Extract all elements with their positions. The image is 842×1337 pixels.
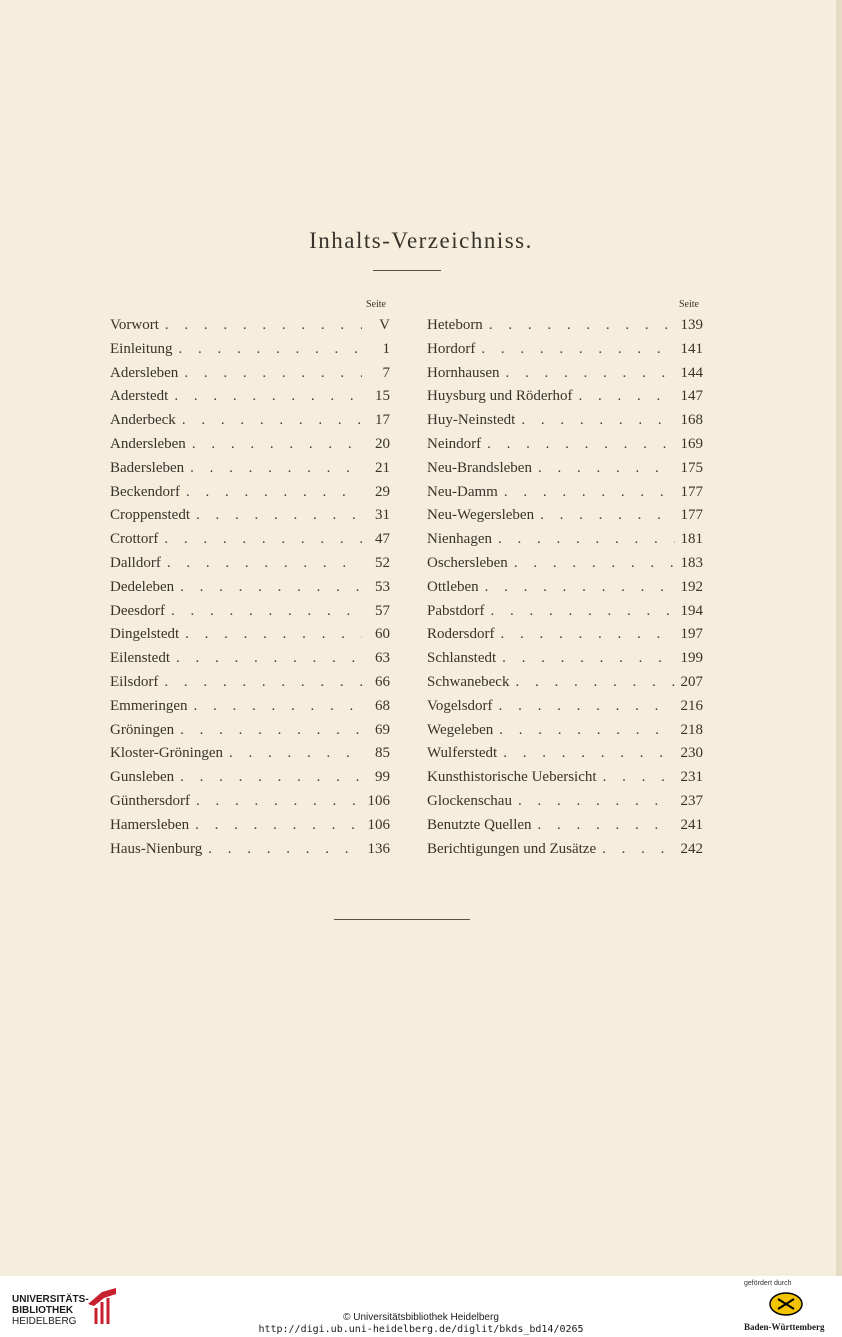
toc-entry-page: 175 xyxy=(680,459,703,476)
dot-leader xyxy=(192,433,362,457)
toc-entry-title: Hornhausen xyxy=(427,364,500,381)
dot-leader xyxy=(501,623,675,647)
dot-leader xyxy=(485,576,675,600)
footer-bar xyxy=(0,1276,842,1337)
toc-entry xyxy=(110,766,390,790)
toc-entry-page: 20 xyxy=(375,435,390,452)
dot-leader xyxy=(579,385,675,409)
toc-entry-title: Glockenschau xyxy=(427,792,512,809)
toc-entry-page: 139 xyxy=(680,317,703,333)
toc-entry-page: 136 xyxy=(367,840,390,857)
toc-entry-page: 21 xyxy=(375,459,390,476)
toc-entry-page: 106 xyxy=(367,816,390,833)
toc-entry-title: Badersleben xyxy=(110,459,185,476)
dot-leader xyxy=(165,314,362,338)
dot-leader xyxy=(540,504,674,528)
title-rule xyxy=(373,270,441,271)
toc-entry-title: Neu-Wegersleben xyxy=(427,507,535,524)
toc-entry-page: 216 xyxy=(680,697,703,714)
dot-leader xyxy=(164,671,362,695)
toc-entry xyxy=(110,695,390,719)
toc-entry-page: 60 xyxy=(375,626,390,643)
toc-entry-page: 169 xyxy=(680,435,703,452)
toc-entry-page: 29 xyxy=(375,483,390,500)
dot-leader xyxy=(229,742,362,766)
toc-entry xyxy=(427,790,703,814)
toc-entry xyxy=(110,552,390,576)
dot-leader xyxy=(514,552,675,576)
toc-entry xyxy=(110,576,390,600)
toc-entry-title: Beckendorf xyxy=(110,483,180,500)
toc-entry-page: 147 xyxy=(680,388,703,405)
toc-entry-page: 17 xyxy=(375,412,390,429)
toc-entry xyxy=(427,623,703,647)
dot-leader xyxy=(518,790,675,814)
dot-leader xyxy=(164,528,362,552)
dot-leader xyxy=(538,814,675,838)
toc-entry xyxy=(427,481,703,505)
toc-entry-page: 1 xyxy=(382,340,390,357)
toc-entry-title: Vorwort xyxy=(110,317,159,333)
toc-entry-title: Hordorf xyxy=(427,340,476,357)
toc-entry-page: 183 xyxy=(680,554,703,571)
toc-entry-page: V xyxy=(379,317,390,333)
toc-entry-title: Dalldorf xyxy=(110,554,161,571)
toc-entry-title: Andersleben xyxy=(110,435,186,452)
dot-leader xyxy=(185,623,362,647)
toc-entry xyxy=(427,362,703,386)
dot-leader xyxy=(505,362,674,386)
dot-leader xyxy=(171,600,362,624)
toc-entry xyxy=(110,742,390,766)
dot-leader xyxy=(176,647,362,671)
toc-entry xyxy=(110,814,390,838)
toc-entry-title: Gröningen xyxy=(110,721,175,738)
toc-entry-title: Neindorf xyxy=(427,435,482,452)
dot-leader xyxy=(182,409,362,433)
toc-entry-title: Dingelstedt xyxy=(110,626,180,643)
toc-entry xyxy=(427,647,703,671)
toc-entry xyxy=(427,600,703,624)
toc-entry-page: 197 xyxy=(680,626,703,643)
toc-entry-page: 68 xyxy=(375,697,390,714)
dot-leader xyxy=(538,457,675,481)
toc-entry-page: 168 xyxy=(680,412,703,429)
toc-entry-page: 194 xyxy=(680,602,703,619)
toc-entry xyxy=(427,504,703,528)
toc-entry-page: 230 xyxy=(680,745,703,762)
dot-leader xyxy=(193,695,362,719)
toc-entry-title: Deesdorf xyxy=(110,602,165,619)
toc-entry xyxy=(110,623,390,647)
toc-entry-title: Rodersdorf xyxy=(427,626,495,643)
toc-entry-title: Huy-Neinstedt xyxy=(427,412,516,429)
toc-column-left xyxy=(110,296,390,861)
dot-leader xyxy=(502,647,674,671)
dot-leader xyxy=(186,481,362,505)
toc-entry xyxy=(427,719,703,743)
toc-entry-page: 231 xyxy=(680,769,703,786)
dot-leader xyxy=(179,338,363,362)
toc-entry-title: Oschersleben xyxy=(427,554,508,571)
toc-entry-page: 141 xyxy=(680,340,703,357)
toc-entry-title: Benutzte Quellen xyxy=(427,816,532,833)
toc-entry xyxy=(427,409,703,433)
toc-entry xyxy=(427,766,703,790)
toc-entry xyxy=(427,433,703,457)
dot-leader xyxy=(491,600,675,624)
toc-entry-page: 69 xyxy=(375,721,390,738)
funded-by-label: gefördert durch xyxy=(744,1280,792,1287)
toc-entry-page: 177 xyxy=(680,507,703,524)
toc-entry-page: 31 xyxy=(375,507,390,524)
toc-entry xyxy=(110,338,390,362)
dot-leader xyxy=(196,504,362,528)
dot-leader xyxy=(603,766,675,790)
toc-entry xyxy=(427,552,703,576)
toc-entry-title: Huysburg und Röderhof xyxy=(427,388,573,405)
toc-entries-right xyxy=(427,314,703,861)
toc-entry-title: Vogelsdorf xyxy=(427,697,493,714)
toc-entry xyxy=(427,528,703,552)
toc-entry xyxy=(110,600,390,624)
toc-entry-page: 177 xyxy=(680,483,703,500)
dot-leader xyxy=(521,409,674,433)
toc-entry-title: Einleitung xyxy=(110,340,173,357)
toc-entry xyxy=(427,695,703,719)
toc-entry-page: 57 xyxy=(375,602,390,619)
dot-leader xyxy=(195,814,361,838)
toc-entries-left xyxy=(110,314,390,861)
toc-entry-page: 237 xyxy=(680,792,703,809)
toc-entry xyxy=(427,385,703,409)
toc-column-right xyxy=(427,296,703,861)
toc-entry-page: 106 xyxy=(367,792,390,809)
toc-entry-title: Günthersdorf xyxy=(110,792,190,809)
toc-entry xyxy=(110,790,390,814)
library-name-line: UNIVERSITÄTS- xyxy=(12,1294,89,1305)
toc-entry xyxy=(110,671,390,695)
toc-entry-title: Schlanstedt xyxy=(427,650,497,667)
toc-entry xyxy=(427,338,703,362)
toc-entry-title: Neu-Brandsleben xyxy=(427,459,532,476)
toc-entry-page: 99 xyxy=(375,769,390,786)
toc-entry xyxy=(110,647,390,671)
dot-leader xyxy=(515,671,674,695)
dot-leader xyxy=(602,838,674,862)
toc-entry-title: Crottorf xyxy=(110,531,159,548)
toc-entry-title: Neu-Damm xyxy=(427,483,498,500)
toc-entry-title: Adersleben xyxy=(110,364,179,381)
toc-entry xyxy=(110,409,390,433)
toc-entry-page: 144 xyxy=(680,364,703,381)
toc-entry-page: 53 xyxy=(375,578,390,595)
page-column-header: Seite xyxy=(366,299,386,310)
toc-entry-title: Heteborn xyxy=(427,317,483,333)
toc-entry-title: Berichtigungen und Zusätze xyxy=(427,840,597,857)
toc-entry xyxy=(110,433,390,457)
toc-entry-title: Nienhagen xyxy=(427,531,492,548)
state-name-label: Baden-Württemberg xyxy=(744,1322,825,1332)
toc-entry-title: Eilsdorf xyxy=(110,673,159,690)
toc-entry-page: 181 xyxy=(680,531,703,548)
dot-leader xyxy=(499,695,675,719)
toc-entry-title: Anderbeck xyxy=(110,412,176,429)
toc-entry xyxy=(110,528,390,552)
dot-leader xyxy=(196,790,362,814)
toc-entry-page: 52 xyxy=(375,554,390,571)
dot-leader xyxy=(180,719,362,743)
page-edge xyxy=(836,0,842,1276)
dot-leader xyxy=(504,481,675,505)
toc-entry-title: Kloster-Gröningen xyxy=(110,745,224,762)
toc-entry xyxy=(427,838,703,862)
toc-entry-title: Dedeleben xyxy=(110,578,175,595)
dot-leader xyxy=(208,838,361,862)
dot-leader xyxy=(487,433,674,457)
toc-entry-title: Wegeleben xyxy=(427,721,494,738)
toc-entry-title: Wulferstedt xyxy=(427,745,498,762)
toc-entry-title: Pabstdorf xyxy=(427,602,485,619)
library-name-line: HEIDELBERG xyxy=(12,1316,77,1327)
toc-entry-title: Croppenstedt xyxy=(110,507,190,524)
dot-leader xyxy=(167,552,362,576)
closing-rule xyxy=(334,919,470,920)
toc-entry-page: 63 xyxy=(375,650,390,667)
toc-entry xyxy=(110,362,390,386)
page-title: Inhalts-Verzeichniss. xyxy=(309,228,533,253)
toc-entry-title: Hamersleben xyxy=(110,816,190,833)
toc-entry xyxy=(110,457,390,481)
toc-entry-page: 47 xyxy=(375,531,390,548)
toc-entry xyxy=(427,814,703,838)
toc-entry xyxy=(427,742,703,766)
dot-leader xyxy=(190,457,362,481)
library-name-line: BIBLIOTHEK xyxy=(12,1305,74,1316)
toc-entry-page: 241 xyxy=(680,816,703,833)
toc-entry xyxy=(110,504,390,528)
toc-entry-title: Schwanebeck xyxy=(427,673,510,690)
toc-entry xyxy=(427,671,703,695)
copyright-text: © Universitätsbibliothek Heidelberg xyxy=(343,1312,499,1323)
toc-entry-title: Aderstedt xyxy=(110,388,169,405)
toc-entry-title: Eilenstedt xyxy=(110,650,170,667)
toc-entry xyxy=(110,838,390,862)
page-column-header: Seite xyxy=(679,299,699,310)
toc-entry-page: 66 xyxy=(375,673,390,690)
toc-entry-page: 242 xyxy=(680,840,703,857)
toc-entry xyxy=(110,481,390,505)
toc-entry-page: 192 xyxy=(680,578,703,595)
dot-leader xyxy=(180,576,362,600)
dot-leader xyxy=(180,766,362,790)
toc-entry-page: 218 xyxy=(680,721,703,738)
dot-leader xyxy=(503,742,674,766)
toc-entry-page: 207 xyxy=(680,673,703,690)
dot-leader xyxy=(498,528,675,552)
toc-entry xyxy=(110,719,390,743)
toc-entry xyxy=(427,314,703,338)
toc-entry-title: Haus-Nienburg xyxy=(110,840,203,857)
dot-leader xyxy=(489,314,675,338)
toc-entry-title: Kunsthistorische Uebersicht xyxy=(427,769,597,786)
dot-leader xyxy=(174,385,362,409)
permalink-url[interactable]: http://digi.ub.uni-heidelberg.de/diglit/bkds_bd14/0265 xyxy=(258,1324,584,1335)
toc-entry-title: Gunsleben xyxy=(110,769,175,786)
dot-leader xyxy=(184,362,362,386)
toc-entry xyxy=(427,457,703,481)
toc-entry-page: 85 xyxy=(375,745,390,762)
toc-entry xyxy=(110,385,390,409)
toc-entry-page: 199 xyxy=(680,650,703,667)
toc-entry xyxy=(110,314,390,338)
dot-leader xyxy=(481,338,674,362)
toc-entry-title: Emmeringen xyxy=(110,697,188,714)
toc-entry-page: 15 xyxy=(375,388,390,405)
toc-entry xyxy=(427,576,703,600)
toc-entry-page: 7 xyxy=(382,364,390,381)
baden-wuerttemberg-emblem-icon xyxy=(768,1292,804,1316)
dot-leader xyxy=(499,719,674,743)
toc-entry-title: Ottleben xyxy=(427,578,479,595)
